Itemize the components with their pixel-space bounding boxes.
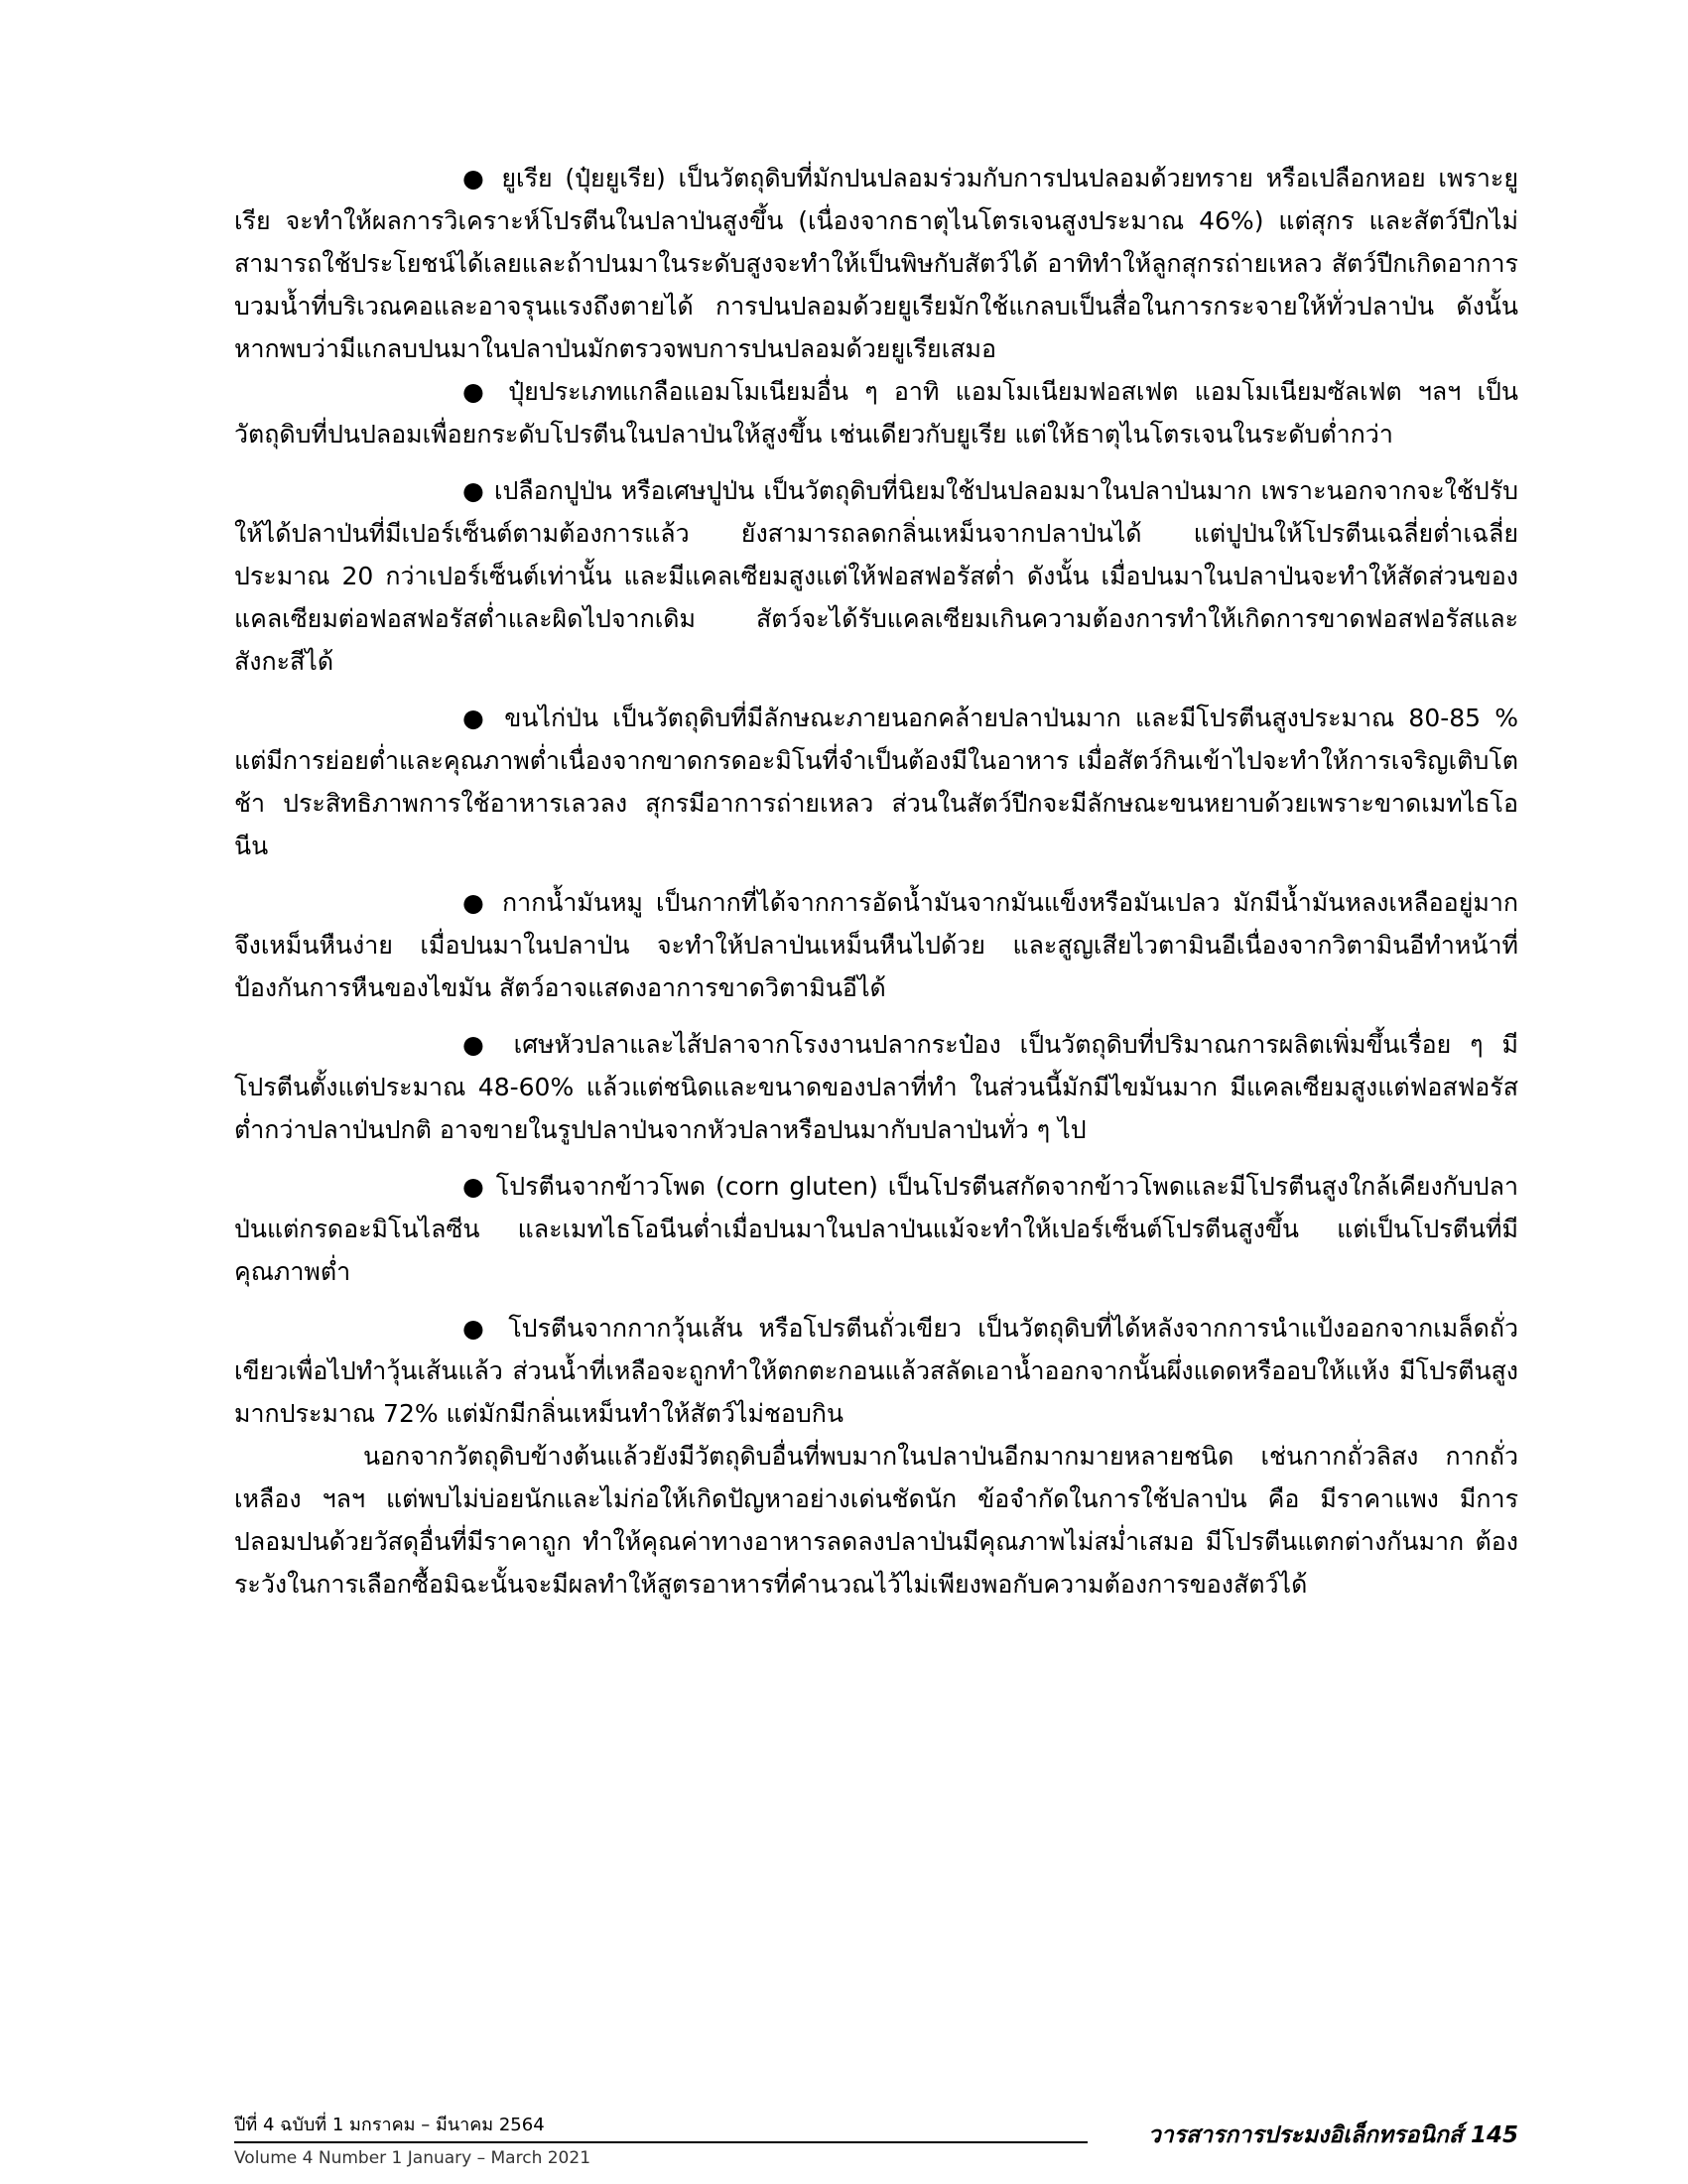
page-footer bbox=[234, 2114, 1518, 2173]
paragraph-fish-waste: ● เศษหัวปลาและไส้ปลาจากโรงงานปลากระป๋อง เป็นวัตถุดิบที่ปริมาณการผลิตเพิ่มขึ้นเรื่อย ๆ มีโปรตีนตั้งแต่ประมาณ 48-60% แล้วแต่ชนิดและขนาดของปลาที่ทำ ในส่วนนี้มักมีไขมันมาก มีแคลเซียมสูงแต่ฟอสฟอรัสต่ำกว่าปลาป่นปกติ อาจขายในรูปปลาป่นจากหัวปลาหรือปนมากับปลาป่นทั่ว ๆ ไป bbox=[234, 1030, 1518, 1144]
paragraph-crab-shell: ● เปลือกปูป่น หรือเศษปูป่น เป็นวัตถุดิบที่นิยมใช้ปนปลอมมาในปลาป่นมาก เพราะนอกจากจะใช้ปรับให้ได้ปลาป่นที่มีเปอร์เซ็นต์ตามต้องการแล้ว ยังสามารถลดกลิ่นเหม็นจากปลาป่นได้ แต่ปูป่นให้โปรตีนเฉลี่ยต่ำเฉลี่ยประมาณ 20 กว่าเปอร์เซ็นต์เท่านั้น และมีแคลเซียมสูงแต่ให้ฟอสฟอรัสต่ำ ดังนั้น เมื่อปนมาในปลาป่นจะทำให้สัดส่วนของแคลเซียมต่อฟอสฟอรัสต่ำและผิดไปจากเดิม สัตว์จะได้รับแคลเซียมเกินความต้องการทำให้เกิดการขาดฟอสฟอรัสและสังกะสีได้ bbox=[234, 476, 1518, 676]
paragraph-closing: นอกจากวัตถุดิบข้างต้นแล้วยังมีวัตถุดิบอื่นที่พบมากในปลาป่นอีกมากมายหลายชนิด เช่นกากถั่วลิสง กากถั่วเหลือง ฯลฯ แต่พบไม่บ่อยนักและไม่ก่อให้เกิดปัญหาอย่างเด่นชัดนัก ข้อจำกัดในการใช้ปลาป่น คือ มีราคาแพง มีการปลอมปนด้วยวัสดุอื่นที่มีราคาถูก ทำให้คุณค่าทางอาหารลดลงปลาป่นมีคุณภาพไม่สม่ำเสมอ มีโปรตีนแตกต่างกันมาก ต้องระวังในการเลือกซื้อมิฉะนั้นจะมีผลทำให้สูตรอาหารที่คำนวณไว้ไม่เพียงพอกับความต้องการของสัตว์ได้ bbox=[234, 1442, 1518, 1599]
footer-issue-english: Volume 4 Number 1 January – March 2021 bbox=[234, 2148, 591, 2168]
paragraph-ammonium-salts: ● ปุ๋ยประเภทแกลือแอมโมเนียมอื่น ๆ อาทิ แอมโมเนียมฟอสเฟต แอมโมเนียมซัลเฟต ฯลฯ เป็นวัตถุดิบที่ปนปลอมเพื่อยกระดับโปรตีนในปลาป่นให้สูงขึ้น เช่นเดียวกับยูเรีย แต่ให้ธาตุไนโตรเจนในระดับต่ำกว่า bbox=[234, 377, 1518, 449]
footer-journal-page: วารสารการประมงอิเล็กทรอนิกส์ 145 bbox=[1147, 2122, 1518, 2148]
article-body bbox=[234, 157, 1518, 1606]
paragraph-feather-meal: ● ขนไก่ป่น เป็นวัตถุดิบที่มีลักษณะภายนอกคล้ายปลาป่นมาก และมีโปรตีนสูงประมาณ 80-85 % แต่มีการย่อยต่ำและคุณภาพต่ำเนื่องจากขาดกรดอะมิโนที่จำเป็นต้องมีในอาหาร เมื่อสัตว์กินเข้าไปจะทำให้การเจริญเติบโตช้า ประสิทธิภาพการใช้อาหารเลวลง สุกรมีอาการถ่ายเหลว ส่วนในสัตว์ปีกจะมีลักษณะขนหยาบด้วยเพราะขาดเมทไธโอนีน bbox=[234, 704, 1518, 860]
paragraph-mungbean-protein: ● โปรตีนจากกากวุ้นเส้น หรือโปรตีนถั่วเขียว เป็นวัตถุดิบที่ได้หลังจากการนำแป้งออกจากเมล็ดถั่วเขียวเพื่อไปทำวุ้นเส้นแล้ว ส่วนน้ำที่เหลือจะถูกทำให้ตกตะกอนแล้วสลัดเอาน้ำออกจากนั้นผึ่งแดดหรืออบให้แห้ง มีโปรตีนสูงมากประมาณ 72% แต่มักมีกลิ่นเหม็นทำให้สัตว์ไม่ชอบกิน bbox=[234, 1314, 1518, 1428]
footer-rule bbox=[234, 2141, 1088, 2143]
paragraph-lard-residue: ● กากน้ำมันหมู เป็นกากที่ได้จากการอัดน้ำมันจากมันแข็งหรือมันเปลว มักมีน้ำมันหลงเหลืออยู่มากจึงเหม็นหืนง่าย เมื่อปนมาในปลาป่น จะทำให้ปลาป่นเหม็นหืนไปด้วย และสูญเสียไวตามินอีเนื่องจากวิตามินอีทำหน้าที่ป้องกันการหืนของไขมัน สัตว์อาจแสดงอาการขาดวิตามินอีได้ bbox=[234, 888, 1518, 1002]
paragraph-urea: ● ยูเรีย (ปุ๋ยยูเรีย) เป็นวัตถุดิบที่มักปนปลอมร่วมกับการปนปลอมด้วยทราย หรือเปลือกหอย เพราะยูเรีย จะทำให้ผลการวิเคราะห์โปรตีนในปลาป่นสูงขึ้น (เนื่องจากธาตุไนโตรเจนสูงประมาณ 46%) แต่สุกร และสัตว์ปีกไม่สามารถใช้ประโยชน์ได้เลยและถ้าปนมาในระดับสูงจะทำให้เป็นพิษกับสัตว์ได้ อาทิทำให้ลูกสุกรถ่ายเหลว สัตว์ปีกเกิดอาการบวมน้ำที่บริเวณคอและอาจรุนแรงถึงตายได้ การปนปลอมด้วยยูเรียมักใช้แกลบเป็นสื่อในการกระจายให้ทั่วปลาป่น ดังนั้นหากพบว่ามีแกลบปนมาในปลาป่นมักตรวจพบการปนปลอมด้วยยูเรียเสมอ bbox=[234, 164, 1518, 363]
paragraph-corn-gluten: ● โปรตีนจากข้าวโพด (corn gluten) เป็นโปรตีนสกัดจากข้าวโพดและมีโปรตีนสูงใกล้เคียงกับปลาป่นแต่กรดอะมิโนไลซีน และเมทไธโอนีนต่ำเมื่อปนมาในปลาป่นแม้จะทำให้เปอร์เซ็นต์โปรตีนสูงขึ้น แต่เป็นโปรตีนที่มีคุณภาพต่ำ bbox=[234, 1172, 1518, 1286]
footer-issue-thai: ปีที่ 4 ฉบับที่ 1 มกราคม – มีนาคม 2564 bbox=[234, 2115, 545, 2135]
